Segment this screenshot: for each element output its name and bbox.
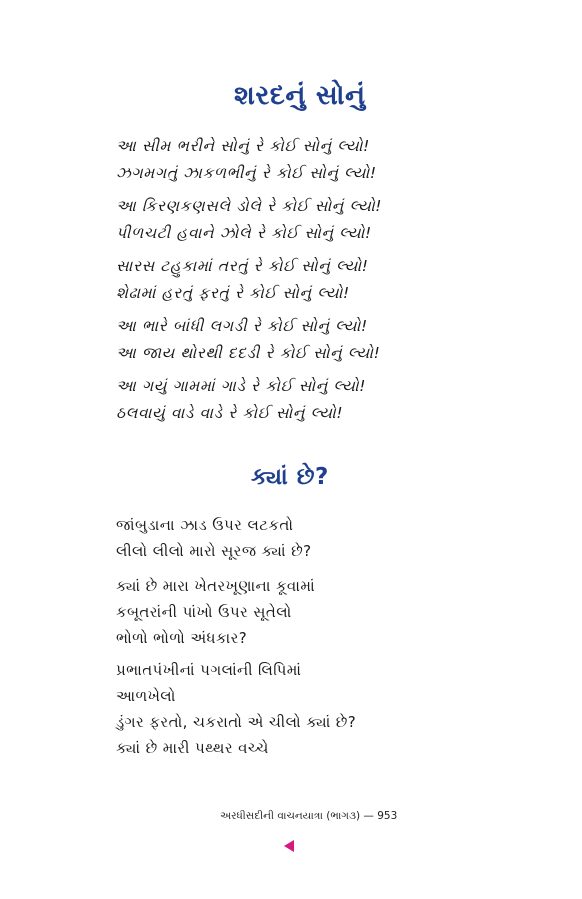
- poem2-stanza-2: [116, 573, 315, 651]
- poem1-stanza-4: [116, 313, 380, 367]
- poem-line: શેઢામાં હરતું ફરતું રે કોઈ સોનું લ્યો!: [116, 284, 350, 302]
- poem-line: પીળચટી હવાને ઝોલે રે કોઈ સોનું લ્યો!: [116, 224, 372, 242]
- poem-line: આ ભારે બાંધી લગડી રે કોઈ સોનું લ્યો!: [116, 317, 368, 335]
- poem-line: લીલો લીલો મારો સૂરજ ક્યાં છે?: [116, 542, 312, 560]
- poem-title-sharad: શરદનું સોનું: [234, 80, 366, 111]
- poem-line: કબૂતરાંની પાંખો ઉપર સૂતેલો: [116, 603, 292, 621]
- poem-line: આ ગયું ગામમાં ગાડે રે કોઈ સોનું લ્યો!: [116, 377, 367, 395]
- poem2-stanza-3: [116, 657, 356, 761]
- poem-line: પ્રભાતપંખીનાં પગલાંની લિપિમાં: [116, 661, 302, 679]
- poem-line: આ જાય થોરથી દદડી રે કોઈ સોનું લ્યો!: [116, 344, 381, 362]
- poem2-stanza-1: [116, 512, 312, 564]
- poem-line: આ સીમ ભરીને સોનું રે કોઈ સોનું લ્યો!: [116, 137, 370, 155]
- poem-line: સારસ ટહુકામાં તરતું રે કોઈ સોનું લ્યો!: [116, 257, 369, 275]
- poem-line: આળખેલો: [116, 687, 176, 705]
- poem1-stanza-2: [116, 193, 382, 247]
- poem1-stanza-5: [116, 373, 366, 427]
- poem-line: ક્યાં છે મારી પથ્થર વચ્ચે: [116, 739, 269, 757]
- poem1-stanza-3: [116, 253, 369, 307]
- poem-line: ક્યાં છે મારા ખેતરખૂણાના કૂવામાં: [116, 577, 316, 595]
- poem-line: ઠલવાયું વાડે વાડે રે કોઈ સોનું લ્યો!: [116, 404, 344, 422]
- poem-line: ડુંગર ફરતો, ચકરાતો એ ચીલો ક્યાં છે?: [116, 713, 357, 731]
- poem-line: ઝગમગતું ઝાકળભીનું રે કોઈ સોનું લ્યો!: [116, 164, 377, 182]
- page-back-arrow-icon[interactable]: [284, 840, 294, 852]
- poem-line: ભોળો ભોળો અંધકાર?: [116, 629, 248, 647]
- poem-line: જાંબુડાના ઝાડ ઉપર લટકતો: [116, 516, 294, 534]
- poem-line: આ કિરણકણસલે ડોલે રે કોઈ સોનું લ્યો!: [116, 197, 383, 215]
- page-footer: અરધીસદીની વાચનયાત્રા (ભાગ૩) — 953: [220, 810, 398, 822]
- poem1-stanza-1: [116, 133, 377, 187]
- poem-title-kyan-chhe: ક્યાં છે?: [251, 464, 329, 490]
